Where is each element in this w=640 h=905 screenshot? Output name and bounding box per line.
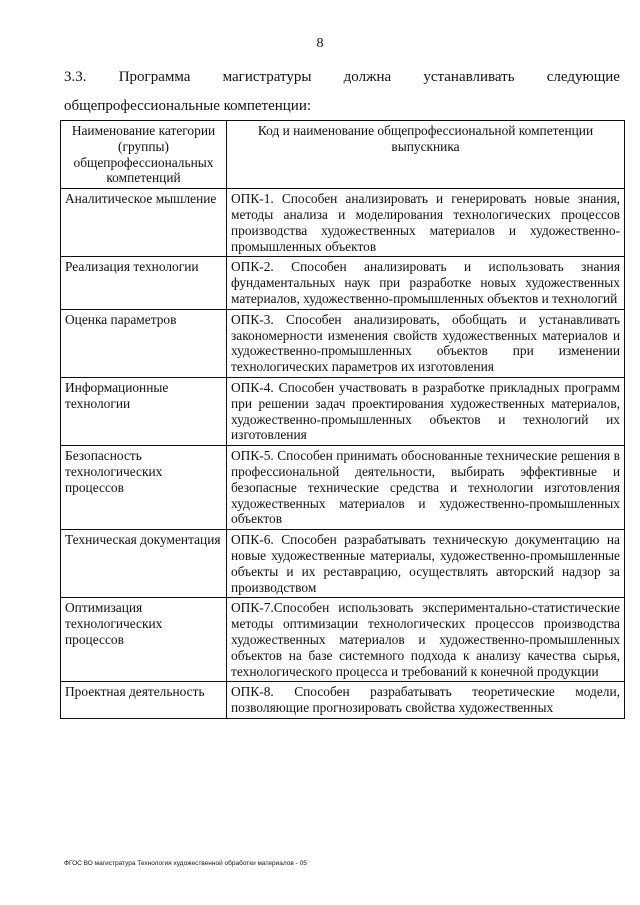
competency-cell: ОПК-7.Способен использовать экспериментально-статистические методы оптимизации технологических процессов производства художественных материалов и художественно-промышленных объектов на базе системного подхода к анализу качества сырья, технологического процесса и требований к конечной продукции xyxy=(227,598,625,682)
table-row xyxy=(61,189,625,257)
competency-cell: ОПК-1. Способен анализировать и генерировать новые знания, методы анализа и моделирования технологических процессов производства художественных материалов и художественно-промышленных объектов xyxy=(227,189,625,257)
competency-cell: ОПК-4. Способен участвовать в разработке прикладных программ при решении задач проектирования художественных материалов, художественно-промышленных объектов и технологий их изготовления xyxy=(227,377,625,445)
intro-line-1 xyxy=(64,68,620,86)
table-row xyxy=(61,598,625,682)
table-row xyxy=(61,257,625,309)
header-code-name: Код и наименование общепрофессиональной компетенции выпускника xyxy=(227,121,625,189)
table-row xyxy=(61,530,625,598)
table-row xyxy=(61,446,625,530)
category-cell: Техническая документация xyxy=(61,530,227,598)
header-category: Наименование категории (группы) общепрофессиональных компетенций xyxy=(61,121,227,189)
page-footer: ФГОС ВО магистратура Технология художественной обработки материалов - 05 xyxy=(64,860,307,867)
competency-cell: ОПК-6. Способен разрабатывать техническую документацию на новые художественные материалы, художественно-промышленные объекты и их реставрацию, осуществлять авторский надзор за производством xyxy=(227,530,625,598)
competencies-table xyxy=(60,120,625,719)
intro-word: устанавливать xyxy=(423,69,515,85)
category-cell: Безопасность технологических процессов xyxy=(61,446,227,530)
intro-word: следующие xyxy=(546,69,620,85)
category-cell: Аналитическое мышление xyxy=(61,189,227,257)
page-number: 8 xyxy=(316,36,324,51)
intro-line-2: общепрофессиональные компетенции: xyxy=(64,98,312,114)
intro-word: магистратуры xyxy=(222,69,312,85)
table-row xyxy=(61,682,625,719)
category-cell: Оценка параметров xyxy=(61,309,227,377)
category-cell: Проектная деятельность xyxy=(61,682,227,719)
table-row xyxy=(61,377,625,445)
table-header-row xyxy=(61,121,625,189)
category-cell: Реализация технологии xyxy=(61,257,227,309)
intro-word: 3.3. xyxy=(64,69,87,85)
competency-cell: ОПК-5. Способен принимать обоснованные технические решения в профессиональной деятельности, выбирать эффективные и безопасные технические средства и технологии изготовления художественных материалов и художественно-промышленных объектов xyxy=(227,446,625,530)
competency-cell: ОПК-3. Способен анализировать, обобщать и устанавливать закономерности изменения свойств художественных материалов и художественно-промышленных объектов при изменении технологических параметров их изготовления xyxy=(227,309,625,377)
category-cell: Информационные технологии xyxy=(61,377,227,445)
category-cell: Оптимизация технологических процессов xyxy=(61,598,227,682)
competency-cell: ОПК-2. Способен анализировать и использовать знания фундаментальных наук при разработке новых художественных материалов, художественно-промышленных объектов и технологий xyxy=(227,257,625,309)
table-row xyxy=(61,309,625,377)
intro-word: Программа xyxy=(118,69,191,85)
competency-cell: ОПК-8. Способен разрабатывать теоретические модели, позволяющие прогнозировать свойства художественных xyxy=(227,682,625,719)
intro-word: должна xyxy=(343,69,392,85)
